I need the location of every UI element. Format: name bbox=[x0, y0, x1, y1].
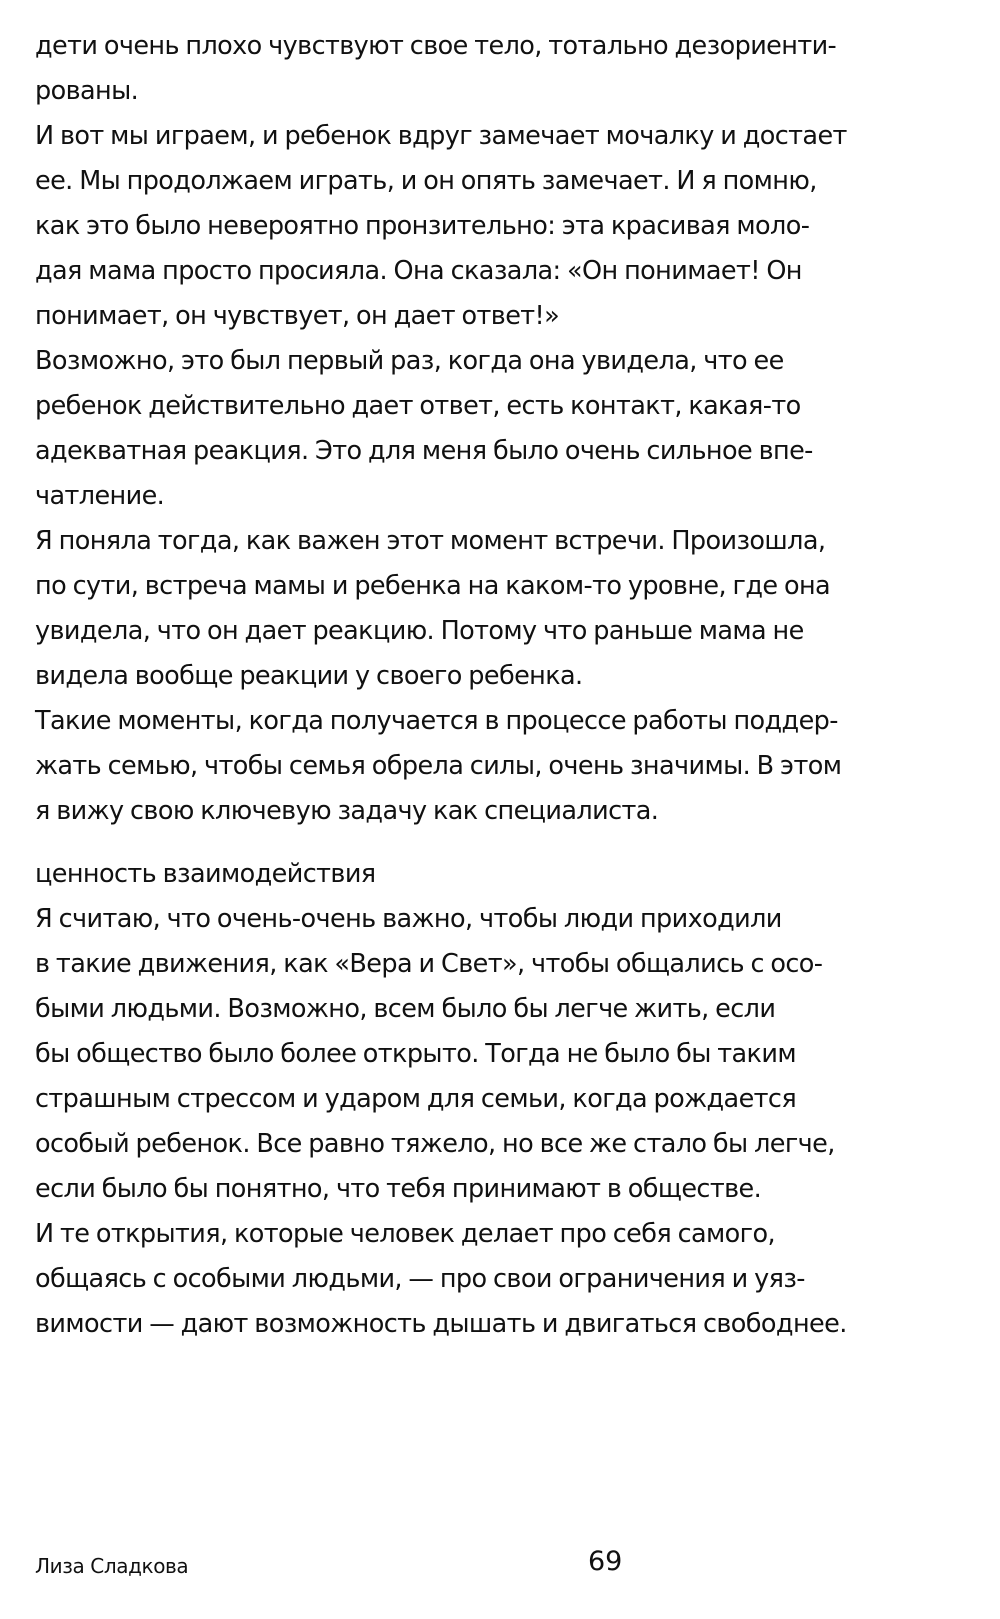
text-line: И те открытия, которые человек делает про себя самого, bbox=[35, 1219, 775, 1249]
text-line: увидела, что он дает реакцию. Потому что раньше мама не bbox=[35, 616, 804, 646]
text-line: вимости — дают возможность дышать и двигаться свободнее. bbox=[35, 1309, 847, 1339]
text-line: дети очень плохо чувствуют свое тело, тотально дезориенти- bbox=[35, 31, 837, 61]
text-line: ребенок действительно дает ответ, есть контакт, какая-то bbox=[35, 391, 801, 421]
text-line: ее. Мы продолжаем играть, и он опять замечает. И я помню, bbox=[35, 166, 817, 196]
text-line: Я считаю, что очень-очень важно, чтобы люди приходили bbox=[35, 904, 782, 934]
text-line: я вижу свою ключевую задачу как специалиста. bbox=[35, 796, 659, 826]
text-line: дая мама просто просияла. Она сказала: «Он понимает! Он bbox=[35, 256, 802, 286]
body-text-part-2 bbox=[35, 852, 935, 1347]
text-line: в такие движения, как «Вера и Свет», чтобы общались с осо- bbox=[35, 949, 823, 979]
text-line: чатление. bbox=[35, 481, 165, 511]
text-line: бы общество было более открыто. Тогда не было бы таким bbox=[35, 1039, 796, 1069]
text-line: общаясь с особыми людьми, — про свои ограничения и уяз- bbox=[35, 1264, 805, 1294]
text-line: если было бы понятно, что тебя принимают в обществе. bbox=[35, 1174, 762, 1204]
text-line: быми людьми. Возможно, всем было бы легче жить, если bbox=[35, 994, 776, 1024]
text-line: И вот мы играем, и ребенок вдруг замечает мочалку и достает bbox=[35, 121, 847, 151]
text-line: видела вообще реакции у своего ребенка. bbox=[35, 661, 583, 691]
footer-author: Лиза Сладкова bbox=[35, 1554, 189, 1578]
text-line: Я поняла тогда, как важен этот момент встречи. Произошла, bbox=[35, 526, 826, 556]
page-number: 69 bbox=[588, 1546, 623, 1577]
text-line: как это было невероятно пронзительно: эта красивая моло- bbox=[35, 211, 810, 241]
body-text-part-1 bbox=[35, 24, 935, 834]
text-line: Возможно, это был первый раз, когда она увидела, что ее bbox=[35, 346, 784, 376]
text-line: понимает, он чувствует, он дает ответ!» bbox=[35, 301, 560, 331]
text-line: особый ребенок. Все равно тяжело, но все же стало бы легче, bbox=[35, 1129, 835, 1159]
text-line: страшным стрессом и ударом для семьи, когда рождается bbox=[35, 1084, 797, 1114]
text-line: Такие моменты, когда получается в процессе работы поддер- bbox=[35, 706, 838, 736]
text-line: по сути, встреча мамы и ребенка на каком-то уровне, где она bbox=[35, 571, 831, 601]
text-line: рованы. bbox=[35, 76, 139, 106]
section-heading: ценность взаимодействия bbox=[35, 859, 376, 889]
text-line: жать семью, чтобы семья обрела силы, очень значимы. В этом bbox=[35, 751, 842, 781]
text-line: адекватная реакция. Это для меня было очень сильное впе- bbox=[35, 436, 813, 466]
